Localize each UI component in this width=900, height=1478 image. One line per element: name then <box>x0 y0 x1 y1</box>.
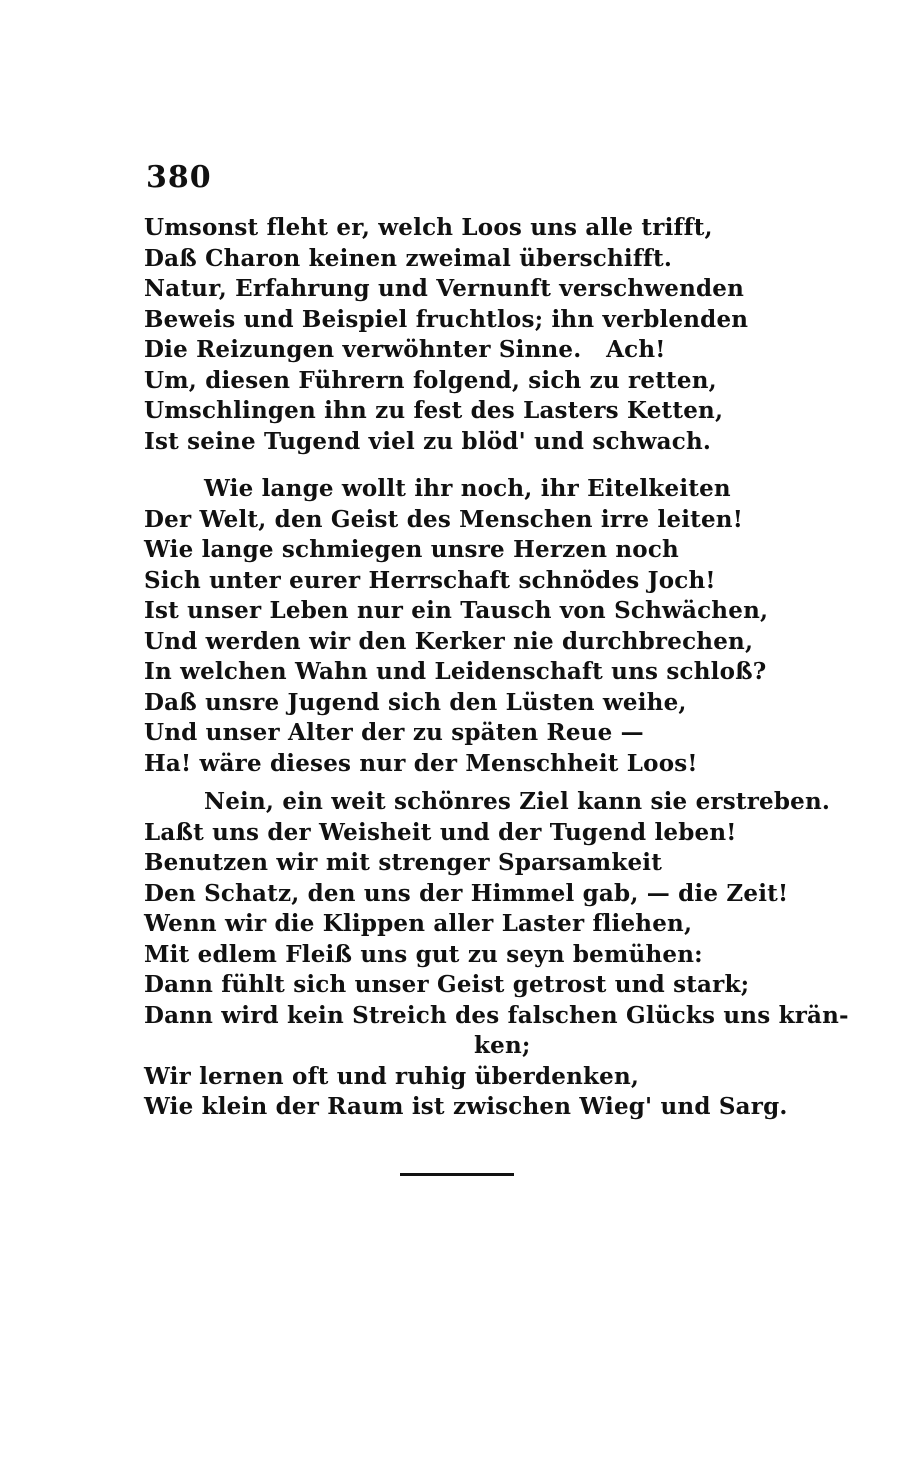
verse-line: Der Welt, den Geist des Menschen irre leiten! <box>144 505 744 533</box>
verse-line: Dann wird kein Streich des falschen Glücks uns krän- <box>144 1001 849 1029</box>
verse-line: Benutzen wir mit strenger Sparsamkeit <box>144 849 663 876</box>
verse-line: Ha! wäre dieses nur der Menschheit Loos! <box>144 749 698 777</box>
verse-line: Dann fühlt sich unser Geist getrost und stark; <box>144 971 750 998</box>
verse-line-turnover: ken; <box>474 1032 531 1059</box>
verse-line: Und werden wir den Kerker nie durchbrechen, <box>144 627 754 655</box>
verse-line: Laßt uns der Weisheit und der Tugend leben! <box>144 818 737 846</box>
verse-line: Ist unser Leben nur ein Tausch von Schwächen, <box>144 597 769 624</box>
verse-line: In welchen Wahn und Leidenschaft uns schloß? <box>144 658 767 685</box>
verse-line: Mit edlem Fleiß uns gut zu seyn bemühen: <box>144 940 703 968</box>
stanza-1 <box>144 213 748 457</box>
verse-line: Nein, ein weit schönres Ziel kann sie erstreben. <box>204 788 831 815</box>
verse-line: Natur, Erfahrung und Vernunft verschwenden <box>144 275 745 302</box>
stanza-3 <box>144 787 849 1123</box>
verse-line: Wir lernen oft und ruhig überdenken, <box>144 1062 640 1090</box>
end-rule <box>400 1173 514 1176</box>
verse-line: Beweis und Beispiel fruchtlos; ihn verblenden <box>144 305 749 333</box>
verse-line: Um, diesen Führern folgend, sich zu retten, <box>144 366 717 394</box>
verse-line: Wie lange wollt ihr noch, ihr Eitelkeiten <box>204 475 731 502</box>
verse-line: Wie lange schmiegen unsre Herzen noch <box>144 536 679 563</box>
verse-line: Wenn wir die Klippen aller Laster fliehen, <box>144 910 693 937</box>
verse-line: Und unser Alter der zu späten Reue — <box>144 719 644 746</box>
verse-line: Ist seine Tugend viel zu blöd' und schwach. <box>144 427 712 455</box>
verse-line: Umschlingen ihn zu fest des Lasters Ketten, <box>144 397 724 424</box>
verse-line: Den Schatz, den uns der Himmel gab, — die Zeit! <box>144 879 789 907</box>
stanza-2 <box>144 474 768 779</box>
verse-line: Umsonst fleht er, welch Loos uns alle trifft, <box>144 214 713 241</box>
verse-line: Daß unsre Jugend sich den Lüsten weihe, <box>144 688 687 716</box>
page-number: 380 <box>146 160 212 195</box>
verse-line: Daß Charon keinen zweimal überschifft. <box>144 244 673 272</box>
verse-line: Die Reizungen verwöhnter Sinne. Ach! <box>144 336 666 363</box>
verse-line: Sich unter eurer Herrschaft schnödes Joch! <box>144 566 716 594</box>
verse-line: Wie klein der Raum ist zwischen Wieg' und Sarg. <box>144 1093 788 1120</box>
